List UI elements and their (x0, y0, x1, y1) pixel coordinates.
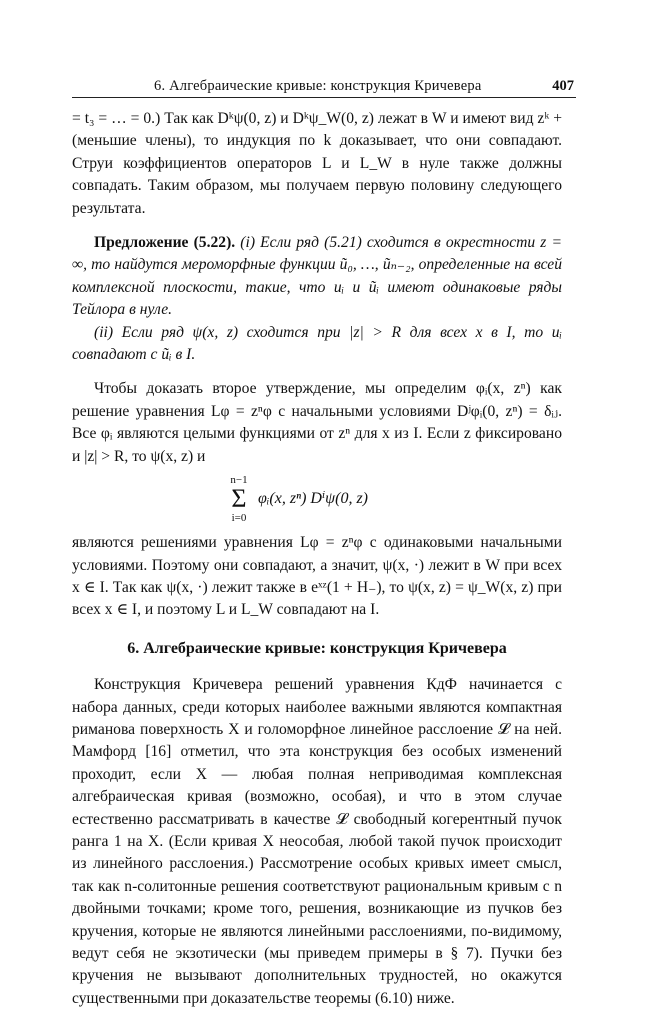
running-header (72, 78, 574, 98)
display-formula (72, 474, 562, 526)
section-heading: 6. Алгебраические кривые: конструкция Кричевера (127, 639, 507, 657)
proposition-5-22 (72, 232, 562, 322)
header-rule (72, 97, 576, 98)
paragraph-proof: Чтобы доказать второе утверждение, мы определим φᵢ(x, zⁿ) как решение уравнения Lφ = zⁿφ с начальными условиями Dʲφᵢ(0, zⁿ) = δᵢⱼ. Все φᵢ являются целыми функциями от zⁿ для x из I. Если z фиксировано и |z| > R, то ψ(x, z) и (72, 380, 562, 465)
proposition-part-2: (ii) Если ряд ψ(x, z) сходится при |z| > R для всех x в I, то uᵢ совпадают с ũᵢ в I. (72, 323, 562, 364)
paragraph-proof-continued: являются решениями уравнения Lφ = zⁿφ с одинаковыми начальными условиями. Поэтому они совпадают, а значит, ψ(x, ·) лежит в W при всех x ∈ I. Так как ψ(x, ·) лежит также в eˣᶻ(1 + H₋), то ψ(x, z) = ψ_W(x, z) при всех x ∈ I, и поэтому L и L_W совпадают на I. (72, 534, 562, 619)
formula-expression: φᵢ(x, zⁿ) Dⁱψ(0, z) (258, 490, 368, 508)
sum-lower-limit: i=0 (231, 512, 247, 525)
paragraph-section-intro: Конструкция Кричевера решений уравнения КдФ начинается с набора данных, среди которых наиболее важными являются компактная риманова поверхность X и голоморфное линейное расслоение 𝓛 на ней. Мамфорд [16] отметил, что эта конструкция без особых изменений проходит, если X — любая полная неприводимая комплексная алгебраическая кривая (возможно, особая), и что в этом случае естественно рассматривать в качестве 𝓛 свободный когерентный пучок ранга 1 на X. (Если кривая X неособая, любой такой пучок происходит из линейного расслоения.) Рассмотрение особых кривых имеет смысл, так как n-солитонные решения соответствуют рациональным кривым с n двойными точками; кроме того, решения, возникающие из пучков без кручения, которые не являются линейными расслоениями, по-видимому, ведут себя не экзотически (мы приведем примеры в § 7). Пучки без кручения не вызывают дополнительных трудностей, но окажутся существенными при доказательстве теоремы (6.10) ниже. (72, 676, 562, 1007)
paragraph-continuation: = t₃ = … = 0.) Так как Dᵏψ(0, z) и Dᵏψ_W(0, z) лежат в W и имеют вид zᵏ + (меньшие члены), то индукция по k доказывает, что они совпадают. Струи коэффициентов операторов L и L_W в нуле также должны совпадать. Таким образом, мы получаем первую половину следующего результата. (72, 110, 562, 217)
sum-upper-limit: n−1 (230, 474, 248, 487)
running-title: 6. Алгебраические кривые: конструкция Кричевера (154, 78, 482, 94)
page-number: 407 (552, 78, 574, 94)
summation-sign (224, 474, 254, 524)
proposition-part-1: (i) Если ряд (5.21) сходится в окрестности z = ∞, то найдутся мероморфные функции ũ₀, …, ũₙ₋₂, определенные на всей комплексной плоскости, такие, что uᵢ и ũᵢ имеют одинаковые ряды Тейлора в нуле. (72, 234, 563, 319)
proposition-heading: Предложение (5.22). (94, 234, 236, 252)
sigma-symbol: Σ (231, 484, 247, 514)
page-body (72, 108, 562, 1010)
